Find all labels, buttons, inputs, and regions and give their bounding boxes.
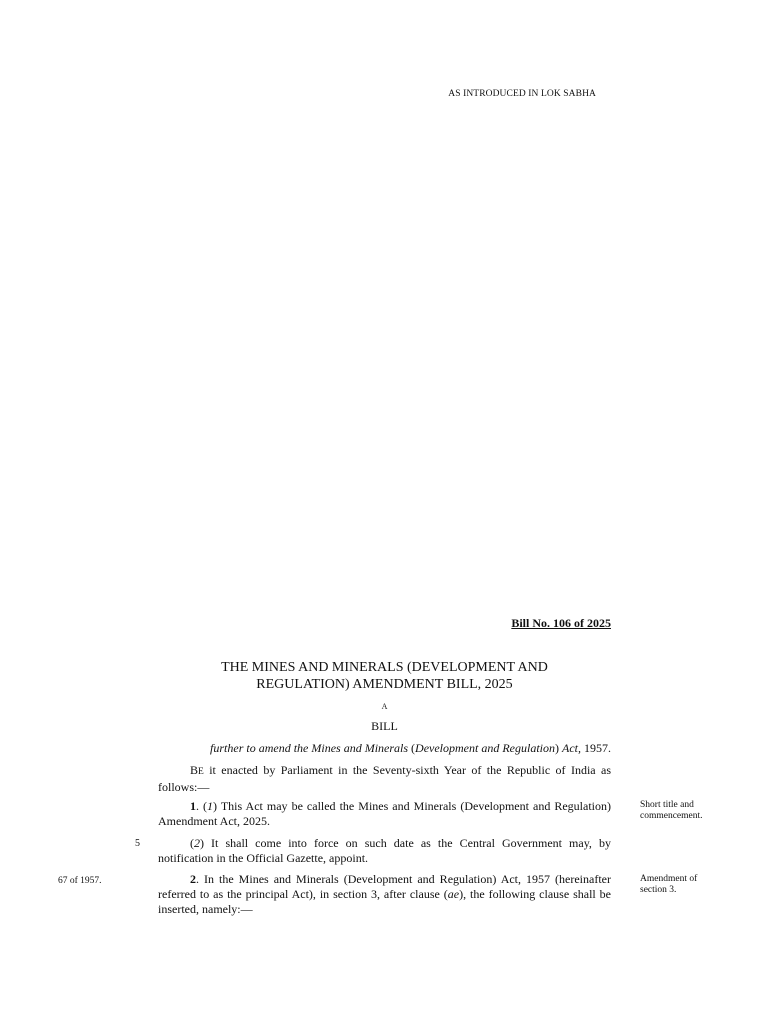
long-title-paren-open: ( bbox=[411, 741, 416, 755]
section-2 bbox=[158, 872, 611, 917]
section-2-text-b: ), the following clause shall be inserted, namely:— bbox=[158, 887, 612, 916]
enacting-small-cap: E bbox=[198, 767, 204, 777]
section-1-number: 1 bbox=[190, 799, 196, 813]
long-title-paren-close: ) bbox=[555, 741, 562, 755]
bill-article: A bbox=[381, 702, 388, 711]
bill-title bbox=[158, 659, 611, 693]
introduced-in-lok-sabha-note: AS INTRODUCED IN LOK SABHA bbox=[448, 89, 596, 99]
long-title-text: further to amend the Mines and Minerals bbox=[210, 741, 409, 755]
section-2-clause: ae bbox=[447, 887, 460, 901]
long-title-act-subtitle: Development and Regulation bbox=[415, 741, 555, 755]
enacting-formula bbox=[158, 763, 611, 795]
enacting-initial: B bbox=[190, 763, 199, 777]
enacting-text: it enacted by Parliament in the Seventy-sixth Year of the Republic of India as follows:— bbox=[158, 763, 611, 794]
section-1-2-open: ( bbox=[190, 836, 194, 850]
margin-note-short-title-line-2: commencement. bbox=[640, 811, 703, 821]
long-title-year: 1957. bbox=[581, 741, 611, 755]
bill-title-line-2: REGULATION) AMENDMENT BILL, 2025 bbox=[256, 677, 513, 692]
margin-note-amendment-line-1: Amendment of bbox=[640, 874, 698, 884]
margin-note-amendment-line-2: section 3. bbox=[640, 885, 677, 895]
section-1-2-sub-number: 2 bbox=[194, 836, 200, 850]
bill-number: Bill No. 106 of 2025 bbox=[511, 616, 611, 630]
section-1-subsection-1 bbox=[158, 799, 611, 829]
long-title-act-word: Act, bbox=[562, 741, 581, 755]
section-1-2-text: ) It shall come into force on such date as the Central Government may, by notification in the Official Gazette, appoint. bbox=[158, 836, 611, 865]
section-2-number: 2 bbox=[190, 872, 196, 886]
bill-title-line-1: THE MINES AND MINERALS (DEVELOPMENT AND bbox=[221, 660, 548, 675]
section-2-text-a: . In the Mines and Minerals (Development and Regulation) Act, 1957 (hereinafter referred to as the principal Act), in section 3, after clause ( bbox=[158, 872, 611, 901]
section-1-subsection-2 bbox=[158, 836, 611, 866]
line-number: 5 bbox=[135, 838, 140, 849]
section-1-sub-open: . ( bbox=[196, 799, 208, 813]
margin-note-amendment bbox=[640, 874, 740, 896]
section-1-sub-number: 1 bbox=[207, 799, 214, 813]
bill-heading: BILL bbox=[371, 719, 398, 733]
margin-note-act-reference: 67 of 1957. bbox=[58, 876, 102, 886]
margin-note-short-title-line-1: Short title and bbox=[640, 800, 694, 810]
long-title bbox=[158, 741, 611, 756]
margin-note-short-title bbox=[640, 800, 740, 822]
section-1-text: ) This Act may be called the Mines and Minerals (Development and Regulation) Amendment Act, 2025. bbox=[158, 799, 611, 828]
